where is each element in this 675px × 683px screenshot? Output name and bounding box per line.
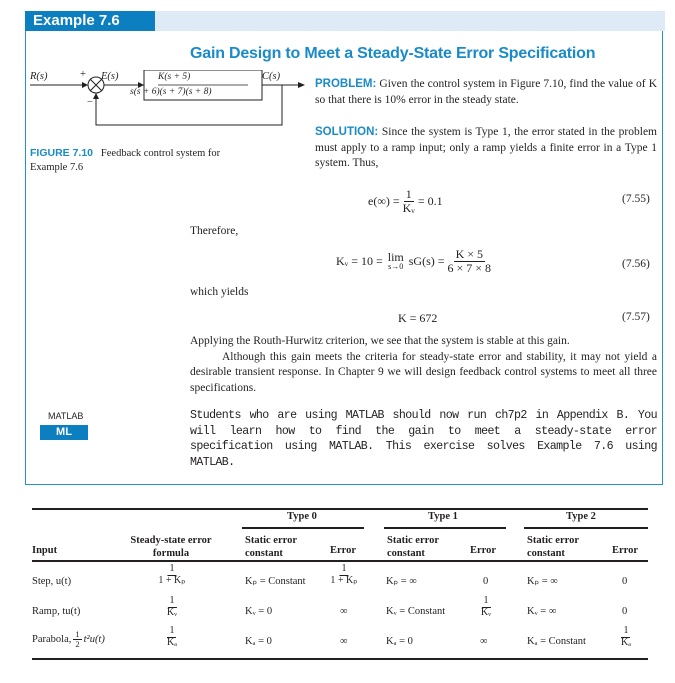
solution-text: Since the system is Type 1, the error stated in the problem must apply to a ramp input; only a ramp yields a finite error in a Type 1 system. Thus, (315, 126, 658, 169)
cell-type0-constant: Kₚ = Constant (245, 576, 306, 587)
input-label: R(s) (30, 71, 48, 82)
cell-type2-constant: Kₚ = ∞ (527, 576, 558, 587)
cell-type1-error: ∞ (480, 635, 488, 647)
numerator: 1 (75, 628, 80, 639)
lim-subscript: s→0 (388, 262, 404, 272)
type2-error-fraction (621, 626, 631, 648)
numerator: 1 (169, 563, 175, 574)
header-constant: Static error constant (527, 535, 579, 559)
solution-lead: SOLUTION: (315, 126, 379, 138)
denominator: Kᵥ (166, 606, 178, 618)
group-rule (242, 527, 364, 529)
denominator: Kᵥ (480, 606, 492, 618)
header-constant: Static error constant (245, 535, 297, 559)
group-type-1: Type 1 (428, 511, 458, 522)
formula-fraction (167, 596, 177, 618)
problem-paragraph (315, 77, 657, 108)
denominator: 6 × 7 × 8 (447, 260, 492, 275)
equation-7-57: K = 672 (398, 311, 438, 325)
example-title: Gain Design to Meet a Steady-State Error Specification (190, 45, 596, 62)
cell-type0-constant: Kₐ = 0 (245, 635, 272, 647)
type0-error-fraction (330, 564, 357, 586)
denominator: 2 (75, 638, 80, 649)
numerator: 1 (169, 625, 175, 636)
cell-type1-constant: Kₐ = 0 (386, 635, 413, 647)
figure-caption (30, 146, 260, 175)
denominator: 1 + Kₚ (158, 574, 186, 586)
denominator: 1 + Kₚ (330, 574, 358, 586)
minus-sign: − (87, 97, 93, 108)
cell-type2-error: 0 (622, 605, 628, 617)
eq-mid: sG(s) = (408, 253, 445, 268)
numerator: 1 (623, 625, 629, 636)
formula-fraction (167, 626, 177, 648)
output-label: C(s) (262, 71, 281, 82)
numerator: 1 (169, 595, 175, 606)
example-label: Example 7.6 (25, 11, 155, 31)
numerator: 1 (483, 595, 489, 606)
problem-lead: PROBLEM: (315, 78, 377, 90)
para2: Although this gain meets the criteria for steady-state error and stability, it may not yield a desirable transient response. In Chapter 9 we will design feedback control systems to meet all three specifications. (190, 350, 657, 394)
cell-input: Step, u(t) (32, 575, 72, 587)
input-text: t²u(t) (83, 633, 105, 645)
ml-badge: ML (40, 425, 88, 440)
numerator: 1 (341, 563, 347, 574)
matlab-label: MATLAB (48, 411, 84, 421)
denominator: Kₐ (167, 636, 177, 648)
denominator: Kᵥ (402, 200, 415, 215)
cell-type2-constant: Kₐ = Constant (527, 635, 586, 647)
equation-number: (7.56) (622, 258, 650, 270)
lim: lim (387, 249, 404, 264)
group-type-0: Type 0 (287, 511, 317, 522)
header-error: Error (330, 545, 357, 556)
formula-fraction (158, 564, 185, 586)
header-error: Error (470, 545, 497, 556)
routh-paragraph (190, 334, 657, 396)
equation-number: (7.57) (622, 311, 650, 323)
cell-type2-error: 0 (622, 575, 628, 587)
caption-text: Feedback control system for Example 7.6 (30, 148, 221, 173)
error-label: E(s) (101, 71, 119, 82)
cell-type0-error: ∞ (340, 635, 348, 647)
cell-type1-constant: Kₚ = ∞ (386, 576, 417, 587)
type1-error-fraction (481, 596, 491, 618)
tf-denominator: s(s + 6)(s + 7)(s + 8) (130, 87, 212, 97)
equation-7-56 (336, 248, 491, 274)
cell-type2-constant: Kᵥ = ∞ (527, 605, 557, 617)
cell-type1-error: 0 (483, 575, 489, 587)
fraction (403, 188, 415, 214)
cell-input: Ramp, tu(t) (32, 605, 81, 617)
fraction (448, 248, 492, 274)
group-rule (524, 527, 648, 529)
group-rule (384, 527, 506, 529)
figure-number: FIGURE 7.10 (30, 147, 94, 159)
numerator: 1 (405, 187, 412, 201)
group-type-2: Type 2 (566, 511, 596, 522)
denominator: Kₐ (621, 636, 631, 648)
para1: Applying the Routh-Hurwitz criterion, we see that the system is stable at this gain. (190, 335, 570, 347)
eq-lhs: Kᵥ = 10 = (336, 253, 383, 268)
therefore-text: Therefore, (190, 225, 239, 237)
header-error: Error (612, 545, 639, 556)
numerator: K × 5 (455, 247, 483, 261)
header-constant: Static error constant (387, 535, 439, 559)
matlab-paragraph: Students who are using MATLAB should now run ch7p2 in Appendix B. You will learn how to find the gain to meet a steady-state error specification using MATLAB. This exercise solves Example 7.6 using MATLAB. (190, 409, 657, 469)
plus-sign: + (80, 69, 86, 80)
table-bottom-rule (32, 658, 648, 660)
cell-input (32, 626, 105, 652)
eq-rhs: = 0.1 (417, 193, 443, 208)
problem-text: Given the control system in Figure 7.10, find the value of K so that there is 10% error in the steady state. (315, 78, 657, 106)
header-formula: Steady-state error formula (130, 535, 212, 559)
header-input: Input (32, 545, 58, 556)
solution-paragraph (315, 125, 657, 172)
cell-type0-error: ∞ (340, 605, 348, 617)
input-fraction (73, 630, 81, 649)
tf-numerator: K(s + 5) (158, 72, 191, 82)
header-rule (32, 560, 648, 562)
eq-lhs: e(∞) = (368, 193, 400, 208)
equation-7-55 (368, 188, 443, 214)
cell-type1-constant: Kᵥ = Constant (386, 605, 446, 617)
which-yields-text: which yields (190, 286, 249, 298)
cell-type0-constant: Kᵥ = 0 (245, 605, 273, 617)
equation-number: (7.55) (622, 193, 650, 205)
limit (386, 251, 406, 272)
table-top-rule (32, 508, 648, 510)
input-text: Parabola, (32, 633, 72, 645)
